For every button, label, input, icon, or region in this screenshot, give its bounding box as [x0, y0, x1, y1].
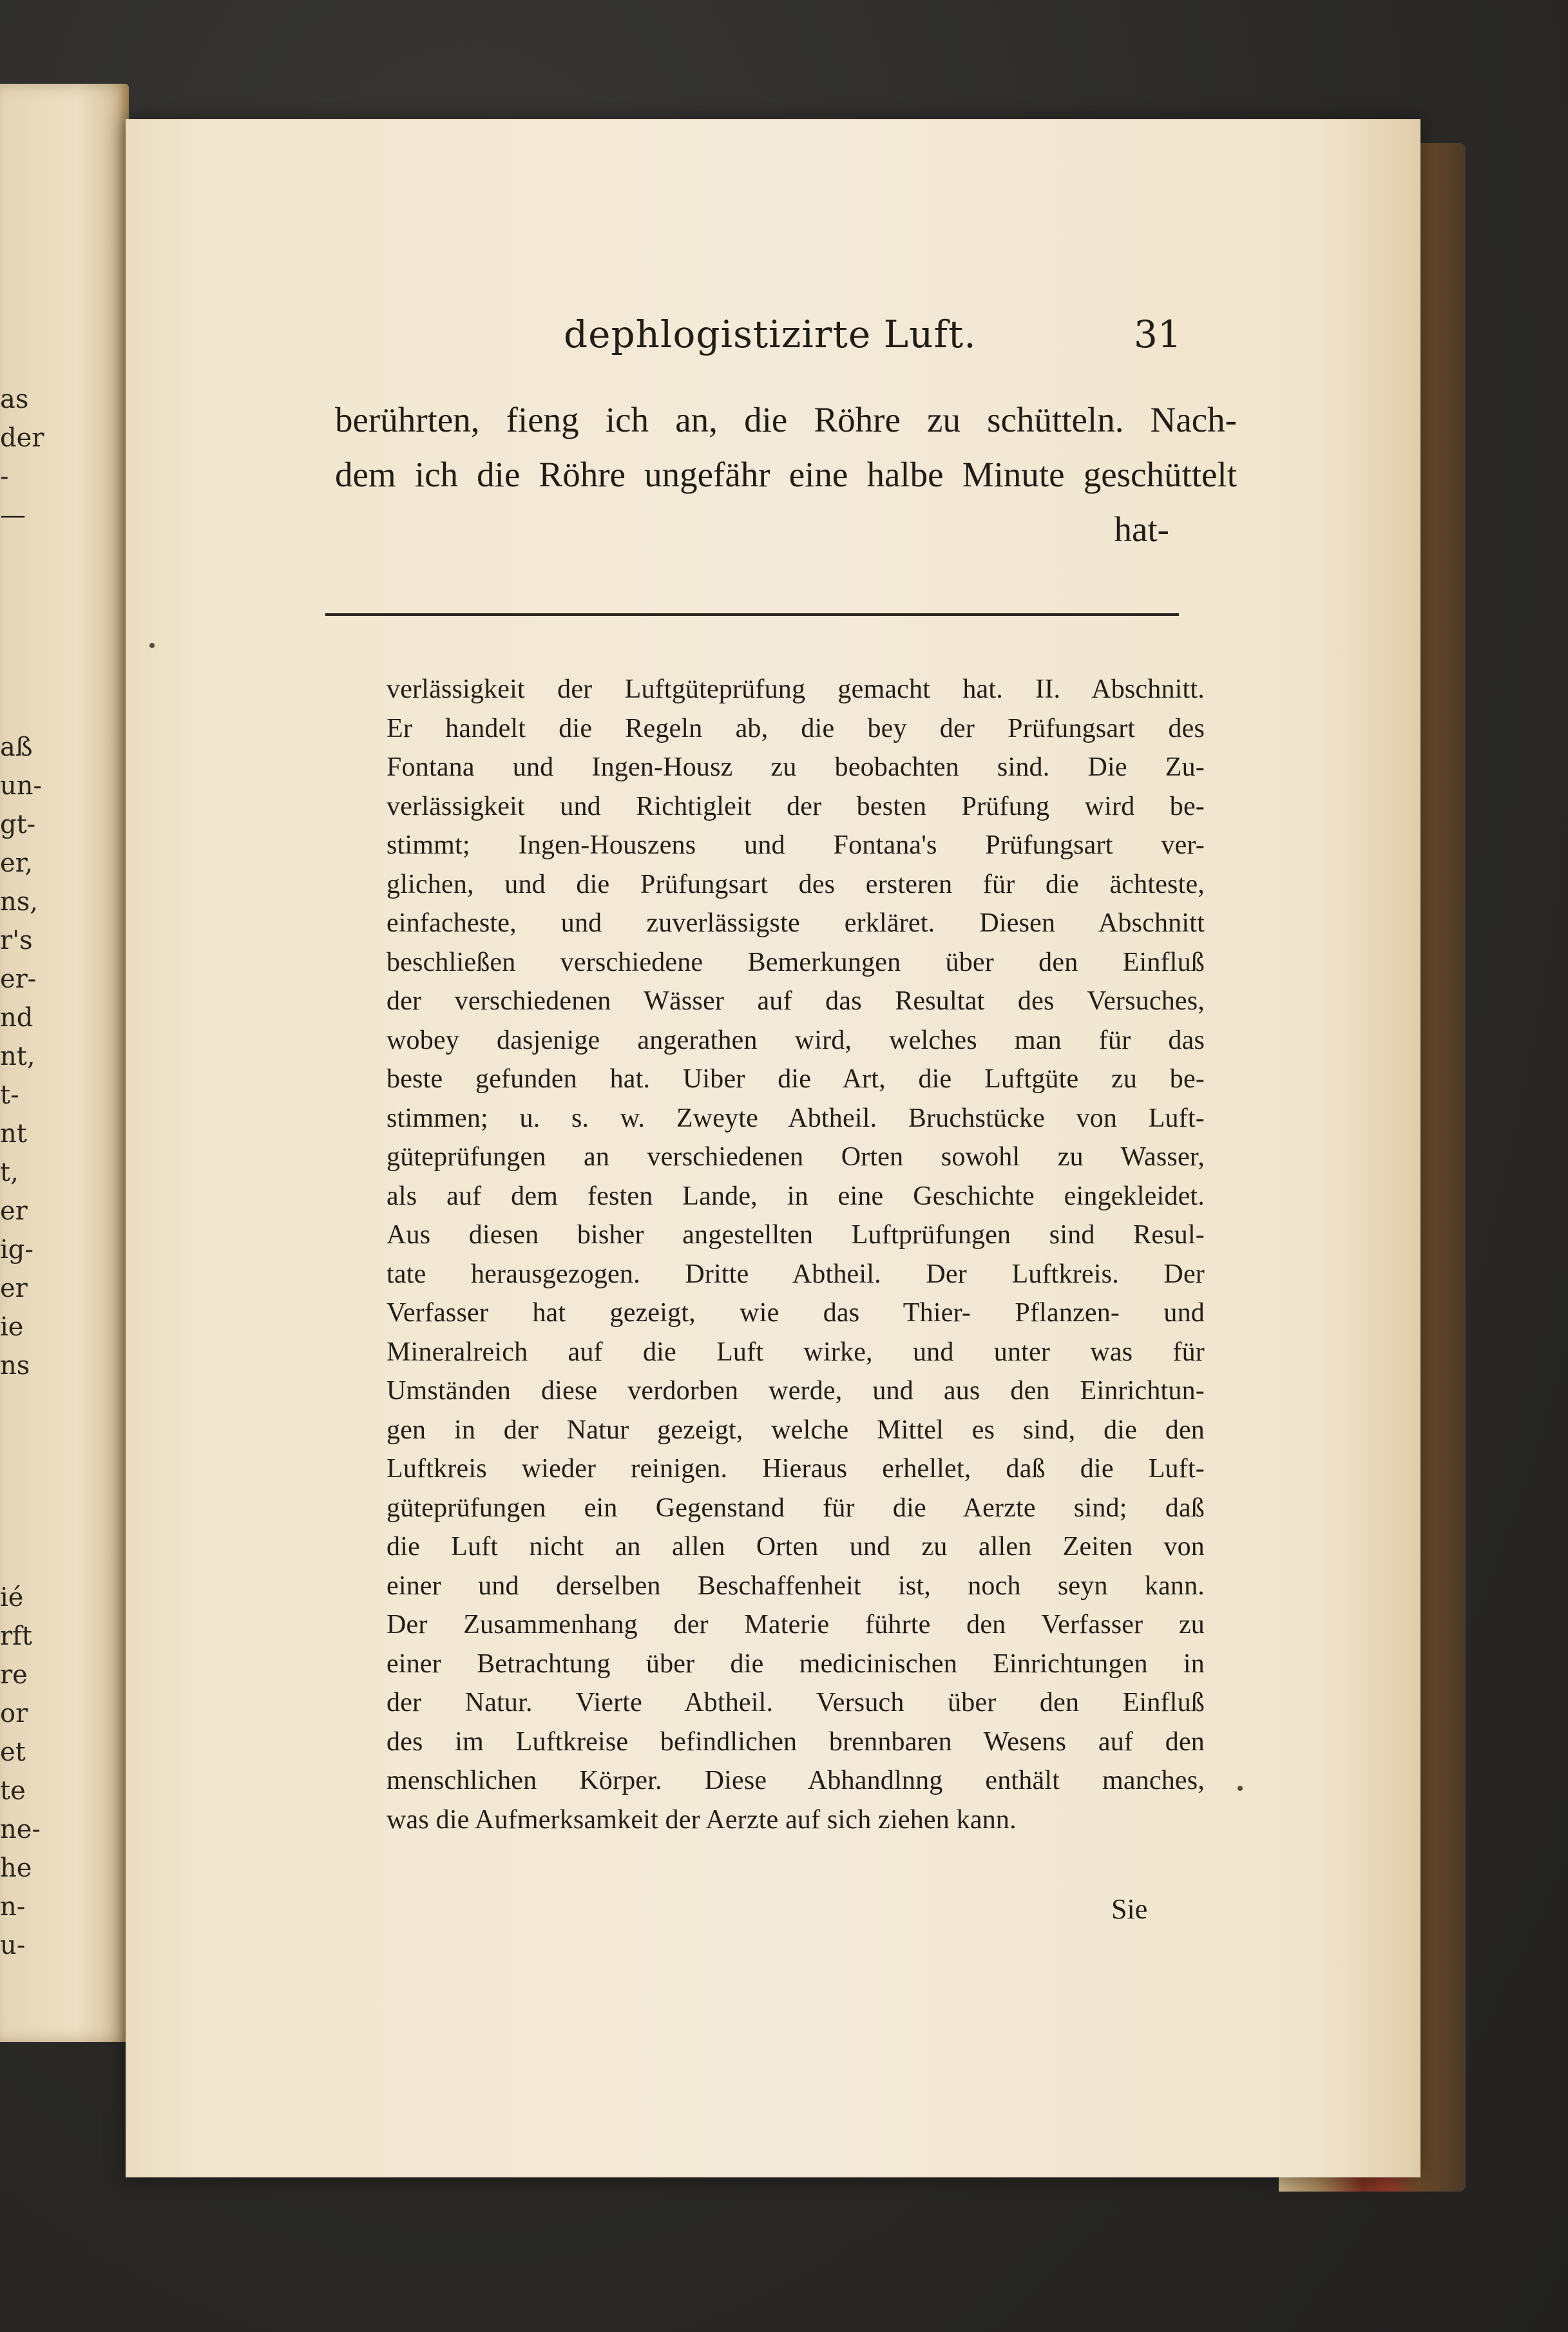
text-line: der Natur. Vierte Abtheil. Versuch über den Einfluß [387, 1688, 1205, 1717]
margin-gap [0, 535, 39, 728]
text-line: Luftkreis wieder reinigen. Hieraus erhellet, daß die Luft- [387, 1454, 1205, 1484]
review-text-block [387, 670, 1205, 1839]
margin-fragment: ig- [0, 1235, 33, 1265]
margin-fragment: n- [0, 1892, 26, 1922]
margin-fragment: r's [0, 926, 33, 955]
margin-fragment: ns [0, 1351, 30, 1381]
text-line: wobey dasjenige angerathen wird, welches man für das [387, 1025, 1205, 1055]
margin-fragment: ns, [0, 887, 39, 917]
text-line: dem ich die Röhre ungefähr eine halbe Minute geschüttelt [335, 455, 1237, 494]
running-head: dephlogistizirte Luft. [564, 312, 977, 356]
footnote-rule [325, 613, 1179, 616]
margin-fragment: u- [0, 1931, 26, 1960]
margin-fragment: he [0, 1853, 32, 1883]
text-line: einfacheste, und zuverlässigste erkläret. Diesen Abschnitt [387, 908, 1205, 938]
text-line: güteprüfungen ein Gegenstand für die Aerzte sind; daß [387, 1493, 1205, 1523]
margin-fragment: aß [0, 732, 33, 762]
margin-fragment: t- [0, 1080, 19, 1110]
text-line: glichen, und die Prüfungsart des ersteren für die ächteste, [387, 869, 1205, 899]
margin-fragment: or [0, 1699, 28, 1728]
margin-fragment: ne- [0, 1815, 41, 1844]
paper-speck [149, 643, 155, 648]
margin-fragment: te [0, 1776, 26, 1806]
text-line: Umständen diese verdorben werde, und aus den Einrichtun- [387, 1376, 1205, 1406]
margin-fragment: er- [0, 964, 37, 994]
text-line: Fontana und Ingen-Housz zu beobachten sind. Die Zu- [387, 752, 1205, 782]
margin-fragment: re [0, 1660, 28, 1690]
text-line: Der Zusammenhang der Materie führte den Verfasser zu [387, 1610, 1205, 1639]
text-line: als auf dem festen Lande, in eine Geschichte eingekleidet. [387, 1181, 1205, 1211]
margin-fragment: t, [0, 1158, 19, 1187]
text-line: was die Aufmerksamkeit der Aerzte auf sich ziehen kann. [387, 1804, 1017, 1835]
text-line: des im Luftkreise befindlichen brennbaren Wesens auf den [387, 1726, 1205, 1757]
margin-fragment: nt, [0, 1042, 35, 1071]
margin-fragment: et [0, 1737, 26, 1767]
text-line: berührten, fieng ich an, die Röhre zu schütteln. Nach- [335, 400, 1237, 439]
text-line: stimmen; u. s. w. Zweyte Abtheil. Bruchstücke von Luft- [387, 1103, 1205, 1133]
margin-fragment: as [0, 385, 29, 414]
text-line: Verfasser hat gezeigt, wie das Thier- Pflanzen- und [387, 1298, 1205, 1328]
margin-fragment: der [0, 423, 44, 453]
margin-fragment: er [0, 1274, 28, 1303]
margin-fragment: rft [0, 1621, 32, 1651]
page-number: 31 [1134, 312, 1181, 356]
text-line: einer und derselben Beschaffenheit ist, noch seyn kann. [387, 1571, 1205, 1601]
text-line: gen in der Natur gezeigt, welche Mittel es sind, die den [387, 1415, 1205, 1445]
margin-fragment: nd [0, 1003, 33, 1033]
margin-gap [0, 1385, 39, 1578]
text-line: hat- [1114, 510, 1169, 549]
text-line: Er handelt die Regeln ab, die bey der Prüfungsart des [387, 713, 1205, 743]
text-line: Mineralreich auf die Luft wirke, und unter was für [387, 1337, 1205, 1367]
text-line: güteprüfungen an verschiedenen Orten sowohl zu Wasser, [387, 1142, 1205, 1172]
text-line: der verschiedenen Wässer auf das Resultat des Versuches, [387, 986, 1205, 1016]
paper-speck [1238, 1786, 1243, 1791]
margin-fragment: gt- [0, 810, 36, 839]
margin-fragment: un- [0, 771, 43, 801]
text-line: verlässigkeit der Luftgüteprüfung gemacht hat. II. Abschnitt. [387, 674, 1205, 704]
margin-fragment: - [0, 462, 9, 492]
text-line: beschließen verschiedene Bemerkungen über den Einfluß [387, 947, 1205, 977]
text-line: Aus diesen bisher angestellten Luftprüfungen sind Resul- [387, 1220, 1205, 1250]
margin-fragment: ié [0, 1583, 24, 1612]
left-page-margin-fragments [0, 380, 44, 1965]
margin-fragment: ie [0, 1312, 24, 1342]
margin-fragment: — [0, 501, 26, 530]
margin-fragment: nt [0, 1119, 27, 1149]
text-line: einer Betrachtung über die medicinischen Einrichtungen in [387, 1649, 1205, 1679]
text-line: tate herausgezogen. Dritte Abtheil. Der Luftkreis. Der [387, 1259, 1205, 1289]
text-line: menschlichen Körper. Diese Abhandlnng enthält manches, [387, 1766, 1205, 1795]
margin-fragment: er [0, 1196, 28, 1226]
margin-fragment: er, [0, 848, 33, 878]
left-facing-page [0, 84, 129, 2042]
text-line: stimmt; Ingen-Houszens und Fontana's Prüfungsart ver- [387, 830, 1205, 860]
text-line: die Luft nicht an allen Orten und zu allen Zeiten von [387, 1532, 1205, 1562]
text-line: beste gefunden hat. Uiber die Art, die Luftgüte zu be- [387, 1064, 1205, 1094]
catchword: Sie [1111, 1893, 1148, 1925]
text-line: verlässigkeit und Richtigleit der besten Prüfung wird be- [387, 791, 1205, 821]
